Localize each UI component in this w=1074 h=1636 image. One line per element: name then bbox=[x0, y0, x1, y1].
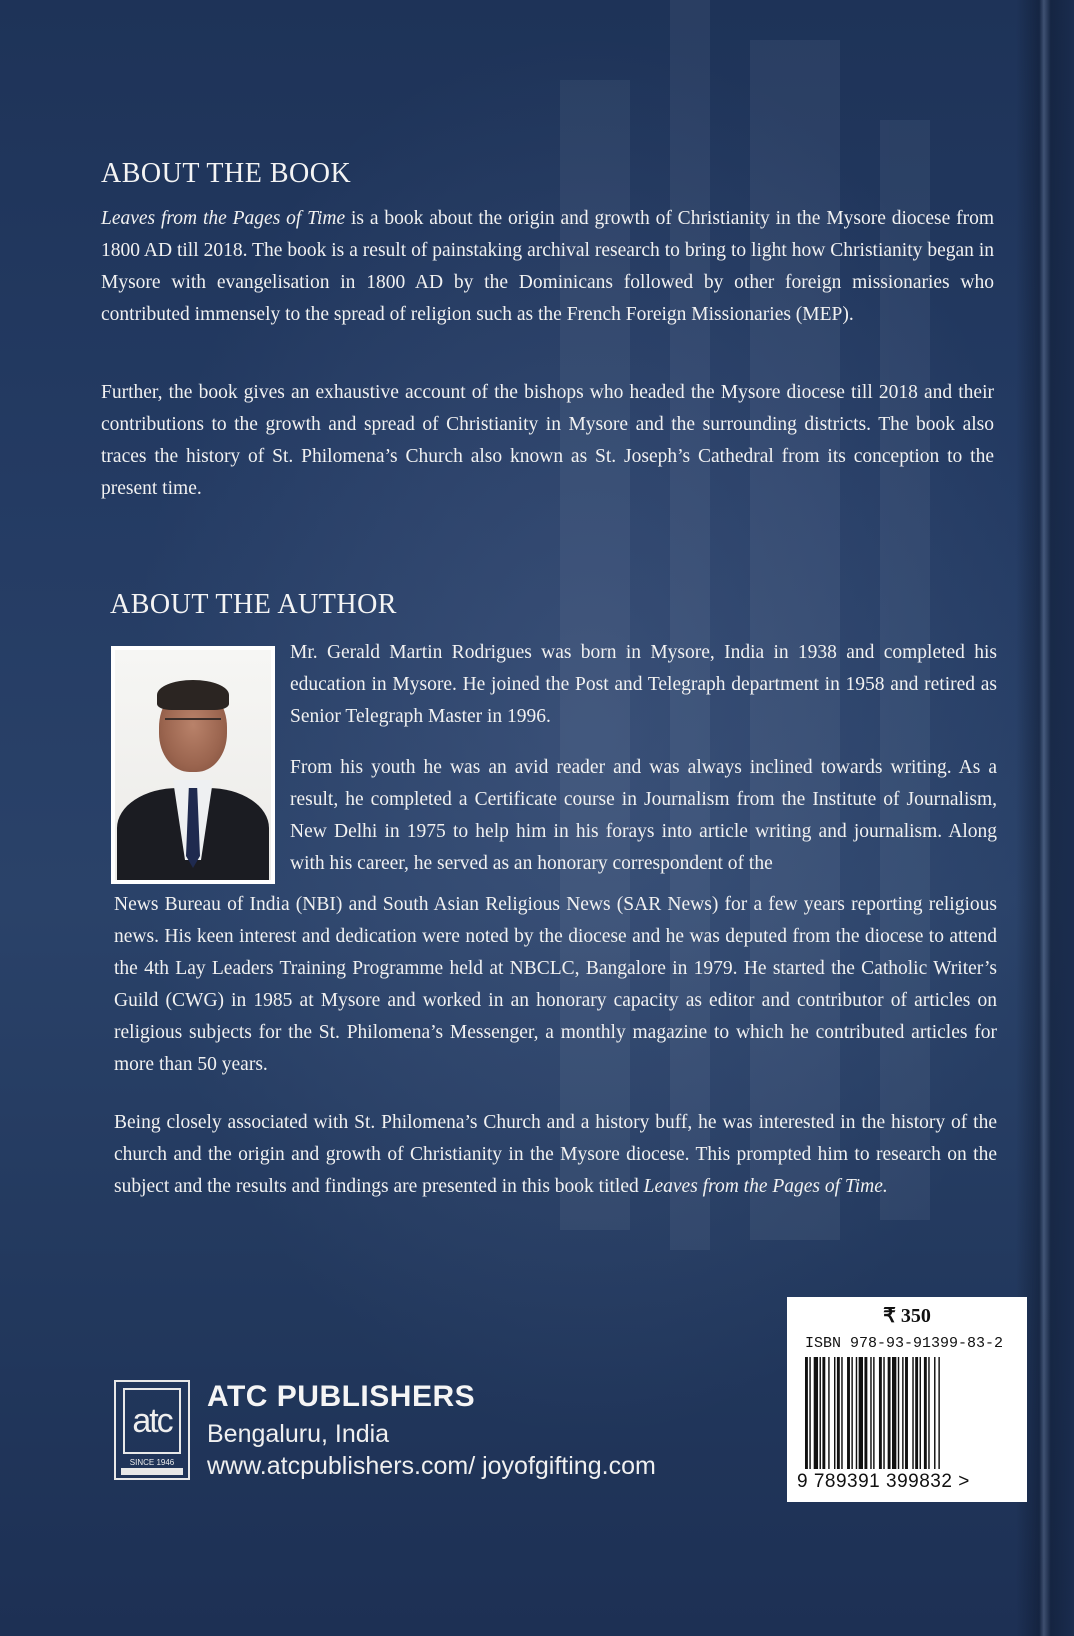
about-book-heading: ABOUT THE BOOK bbox=[101, 158, 352, 189]
atc-publishers-logo bbox=[114, 1380, 190, 1480]
barcode-bars bbox=[805, 1357, 1009, 1469]
author-photo bbox=[111, 646, 275, 884]
publisher-city: Bengaluru, India bbox=[207, 1420, 390, 1448]
about-author-paragraph-2-continued: News Bureau of India (NBI) and South Asian Religious News (SAR News) for a few years reporting religious news. His keen interest and dedication were noted by the diocese and he was deputed from the diocese to attend the 4th Lay Leaders Training Programme held at NBCLC, Bangalore in 1979. He started the Catholic Writer’s Guild (CWG) in 1985 at Mysore and worked in an honorary capacity as editor and contributor of articles on religious subjects for the St. Philomena’s Messenger, a monthly magazine to which he contributed articles for more than 50 years. bbox=[114, 894, 997, 1075]
about-author-heading: ABOUT THE AUTHOR bbox=[110, 589, 397, 620]
isbn-number: ISBN 978-93-91399-83-2 bbox=[805, 1335, 1004, 1352]
isbn-barcode-label bbox=[787, 1297, 1027, 1502]
about-author-paragraph-3 bbox=[114, 1107, 997, 1203]
barcode-digits: 9 789391 399832 > bbox=[797, 1471, 970, 1492]
about-author-paragraph-3-text: Being closely associated with St. Philomena’s Church and a history buff, he was interested in the history of the church and the origin and growth of Christianity in the Mysore diocese. This prompted him to research on the subject and the results and findings are presented in this book titled bbox=[114, 1112, 997, 1197]
about-author-paragraph-1: Mr. Gerald Martin Rodrigues was born in Mysore, India in 1938 and completed his education in Mysore. He joined the Post and Telegraph department in 1958 and retired as Senior Telegraph Master in 1996. bbox=[290, 642, 997, 727]
atc-logo-mark: atc bbox=[123, 1388, 181, 1454]
about-book-paragraph-1 bbox=[101, 203, 994, 331]
logo-since-text: SINCE 1946 bbox=[129, 1458, 175, 1467]
about-author-paragraph-2: From his youth he was an avid reader and was always inclined towards writing. As a result, he completed a Certificate course in Journalism from the Institute of Journalism, New Delhi in 1975 to help him in his forays into article writing and journalism. Along with his career, he served as an honorary correspondent of the bbox=[290, 757, 997, 874]
book-title-italic-end: Leaves from the Pages of Time. bbox=[643, 1176, 888, 1197]
logo-sub-band bbox=[121, 1468, 183, 1475]
publisher-website: www.atcpublishers.com/ joyofgifting.com bbox=[207, 1452, 656, 1480]
price-label: ₹ 350 bbox=[883, 1305, 931, 1327]
about-book-paragraph-2: Further, the book gives an exhaustive account of the bishops who headed the Mysore diocese till 2018 and their contributions to the growth and spread of Christianity in Mysore and the surrounding districts. The book also traces the history of St. Philomena’s Church also known as St. Joseph’s Cathedral from its conception to the present time. bbox=[101, 382, 994, 499]
about-book-paragraph-1-text: is a book about the origin and growth of Christianity in the Mysore diocese from 1800 AD till 2018. The book is a result of painstaking archival research to bring to light how Christianity began in Mysore with evangelisation in 1800 AD by the Dominicans followed by other foreign missionaries who contributed immensely to the spread of religion such as the French Foreign Missionaries (MEP). bbox=[101, 208, 994, 325]
publisher-name: ATC PUBLISHERS bbox=[207, 1380, 476, 1413]
book-title-italic: Leaves from the Pages of Time bbox=[101, 208, 346, 229]
